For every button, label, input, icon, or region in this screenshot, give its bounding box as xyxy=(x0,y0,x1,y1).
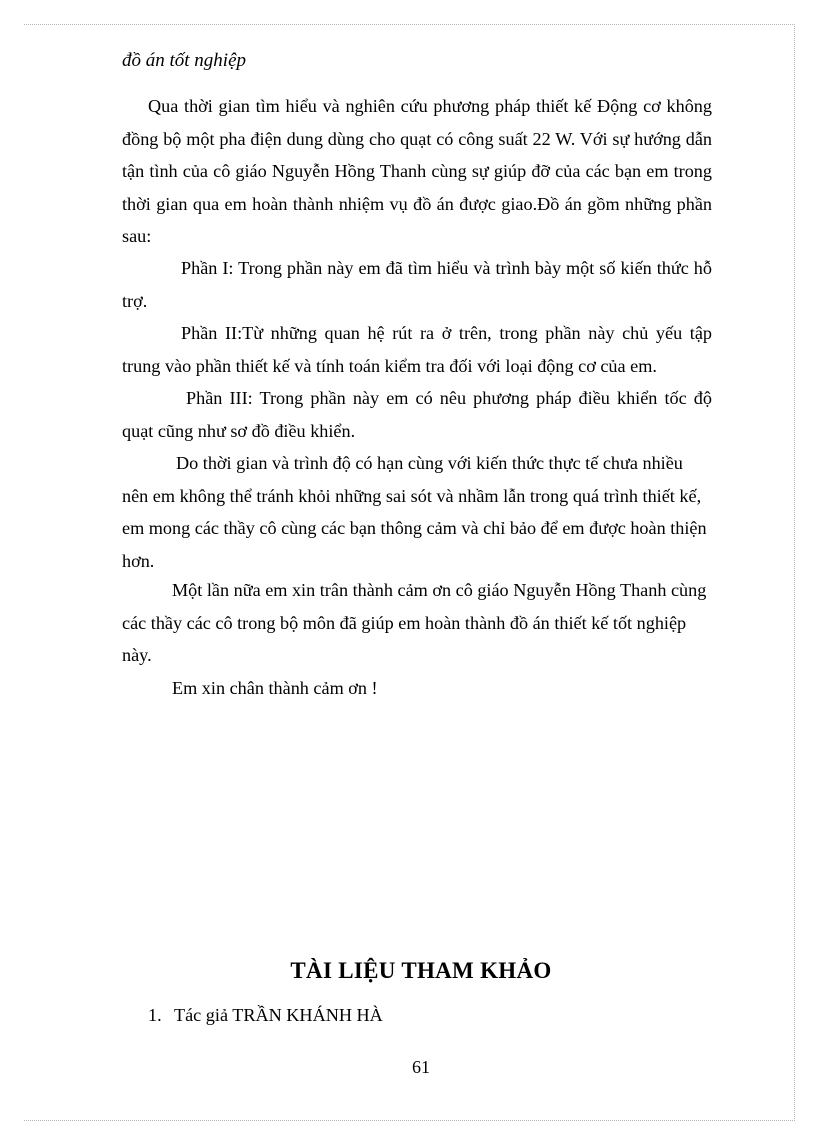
part-one-paragraph: Phần I: Trong phần này em đã tìm hiểu và trình bày một số kiến thức hỗ trợ. xyxy=(122,258,712,311)
page-number: 61 xyxy=(412,1057,430,1077)
reference-item xyxy=(148,1005,383,1026)
limitations-paragraph: Do thời gian và trình độ có hạn cùng với kiến thức thực tế chưa nhiều nên em không thể tránh khỏi những sai sót và nhầm lẫn trong quá trình thiết kế, em mong các thầy cô cùng các bạn thông cảm và chỉ bảo để em được hoàn thiện hơn. xyxy=(122,453,707,571)
part-three-paragraph: Phần III: Trong phần này em có nêu phương pháp điều khiển tốc độ quạt cũng như sơ đồ điều khiển. xyxy=(122,388,712,441)
page-header: đồ án tốt nghiệp xyxy=(122,50,247,71)
reference-text: Tác giả TRẦN KHÁNH HÀ xyxy=(174,1005,383,1025)
reference-number: 1. xyxy=(148,1005,162,1025)
thanks-paragraph: Một lần nữa em xin trân thành cảm ơn cô giáo Nguyễn Hồng Thanh cùng các thầy các cô trong bộ môn đã giúp em hoàn thành đồ án thiết kế tốt nghiệp này. xyxy=(122,580,707,665)
references-heading: TÀI LIỆU THAM KHẢO xyxy=(290,958,552,983)
part-two-paragraph: Phần II:Từ những quan hệ rút ra ở trên, trong phần này chủ yếu tập trung vào phần thiết kế và tính toán kiểm tra đối với loại động cơ của em. xyxy=(122,323,712,376)
intro-paragraph: Qua thời gian tìm hiểu và nghiên cứu phương pháp thiết kế Động cơ không đồng bộ một pha điện dung dùng cho quạt có công suất 22 W. Với sự hướng dẫn tận tình của cô giáo Nguyễn Hồng Thanh cùng sự giúp đỡ của các bạn em trong thời gian qua em hoàn thành nhiệm vụ đồ án được giao.Đồ án gồm những phần sau: xyxy=(122,96,712,246)
closing-line: Em xin chân thành cảm ơn ! xyxy=(172,678,378,698)
